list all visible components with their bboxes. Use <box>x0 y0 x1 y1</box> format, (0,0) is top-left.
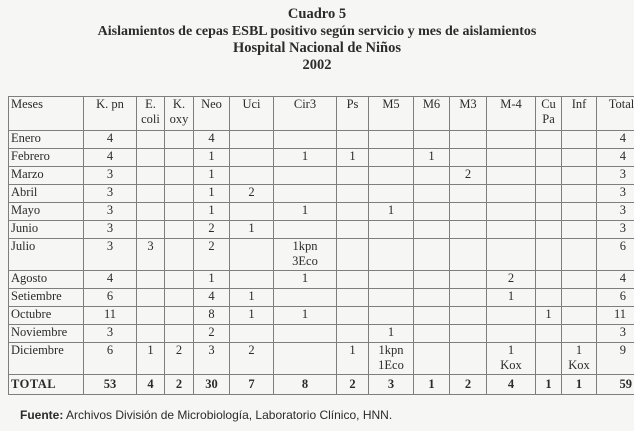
table-cell: 6 <box>84 289 137 307</box>
table-cell <box>414 203 450 221</box>
total-cell: 4 <box>487 375 536 395</box>
table-row <box>9 131 634 149</box>
column-header: M3 <box>450 97 487 131</box>
table-cell: 1 <box>337 343 369 375</box>
table-cell <box>414 221 450 239</box>
table-cell: 4 <box>597 131 634 149</box>
table-cell <box>562 271 597 289</box>
table-row <box>9 221 634 239</box>
total-cell: 2 <box>450 375 487 395</box>
table-cell <box>450 307 487 325</box>
table-cell: 1 <box>274 203 337 221</box>
month-cell: Diciembre <box>9 343 84 375</box>
table-cell: 1 <box>230 221 274 239</box>
table-row <box>9 149 634 167</box>
table-row <box>9 185 634 203</box>
table-cell <box>274 131 337 149</box>
total-cell: 59 <box>597 375 634 395</box>
table-cell: 2 <box>194 239 230 271</box>
table-cell: 1 Kox <box>487 343 536 375</box>
table-cell <box>562 167 597 185</box>
table-row <box>9 343 634 375</box>
table-cell <box>165 307 194 325</box>
table-cell <box>274 167 337 185</box>
table-cell: 3 <box>597 203 634 221</box>
table-cell <box>337 185 369 203</box>
table-cell <box>450 343 487 375</box>
table-cell: 1 <box>194 271 230 289</box>
table-cell <box>230 325 274 343</box>
table-cell <box>137 149 165 167</box>
table-cell: 11 <box>597 307 634 325</box>
table-cell <box>450 289 487 307</box>
table-cell <box>562 131 597 149</box>
table-cell <box>450 221 487 239</box>
table-cell: 4 <box>194 131 230 149</box>
table-cell <box>562 221 597 239</box>
column-header: M6 <box>414 97 450 131</box>
total-cell: 1 <box>536 375 562 395</box>
hospital-name: Hospital Nacional de Niños <box>233 40 401 56</box>
table-cell <box>450 131 487 149</box>
table-cell <box>137 271 165 289</box>
table-cell <box>369 239 414 271</box>
table-cell <box>487 221 536 239</box>
table-cell: 1 <box>337 149 369 167</box>
table-cell <box>230 167 274 185</box>
column-header: Neo <box>194 97 230 131</box>
table-cell <box>450 185 487 203</box>
table-cell <box>450 203 487 221</box>
table-cell <box>274 185 337 203</box>
table-cell: 8 <box>194 307 230 325</box>
source-label: Fuente: <box>20 408 64 422</box>
table-cell: 2 <box>487 271 536 289</box>
table-cell: 4 <box>597 271 634 289</box>
total-cell: 7 <box>230 375 274 395</box>
source-note <box>20 408 392 422</box>
table-cell <box>369 221 414 239</box>
table-cell: 1 <box>230 307 274 325</box>
table-cell <box>536 131 562 149</box>
table-cell: 4 <box>194 289 230 307</box>
table-cell <box>487 203 536 221</box>
table-cell <box>450 325 487 343</box>
table-cell: 3 <box>84 239 137 271</box>
table-cell: 6 <box>597 239 634 271</box>
table-cell <box>369 149 414 167</box>
table-row <box>9 271 634 289</box>
table-cell <box>165 149 194 167</box>
table-cell <box>165 239 194 271</box>
table-cell <box>369 131 414 149</box>
table-cell <box>450 149 487 167</box>
total-cell: 2 <box>337 375 369 395</box>
table-cell: 1 <box>194 203 230 221</box>
table-cell: 2 <box>194 221 230 239</box>
column-header: K. pn <box>84 97 137 131</box>
table-cell: 2 <box>230 185 274 203</box>
table-cell <box>337 307 369 325</box>
isolates-table <box>8 96 634 395</box>
table-title: Aislamientos de cepas ESBL positivo según servicio y mes de aislamientos <box>97 24 537 39</box>
table-cell <box>337 131 369 149</box>
total-cell: 30 <box>194 375 230 395</box>
table-cell: 3 <box>597 221 634 239</box>
table-cell: 4 <box>84 149 137 167</box>
month-cell: Setiembre <box>9 289 84 307</box>
table-cell: 3 <box>84 221 137 239</box>
table-cell: 2 <box>450 167 487 185</box>
table-cell <box>414 271 450 289</box>
table-number: Cuadro 5 <box>287 6 347 22</box>
table-cell: 3 <box>597 325 634 343</box>
month-cell: Enero <box>9 131 84 149</box>
month-cell: Junio <box>9 221 84 239</box>
table-row <box>9 307 634 325</box>
column-header: Cu Pa <box>536 97 562 131</box>
table-cell <box>414 167 450 185</box>
table-row <box>9 203 634 221</box>
column-header: M-4 <box>487 97 536 131</box>
table-cell: 3 <box>84 325 137 343</box>
table-cell <box>337 221 369 239</box>
table-cell <box>562 239 597 271</box>
table-cell <box>337 271 369 289</box>
table-cell: 1 <box>369 325 414 343</box>
column-header: Meses <box>9 97 84 131</box>
table-cell: 2 <box>165 343 194 375</box>
column-header: Total <box>597 97 634 131</box>
table-cell <box>487 131 536 149</box>
table-cell <box>230 149 274 167</box>
month-cell: Febrero <box>9 149 84 167</box>
table-cell <box>536 239 562 271</box>
year: 2002 <box>302 57 332 73</box>
table-cell <box>414 325 450 343</box>
table-cell <box>137 185 165 203</box>
table-cell: 3 <box>84 185 137 203</box>
table-cell <box>450 271 487 289</box>
table-cell <box>274 325 337 343</box>
table-cell <box>230 239 274 271</box>
table-cell: 3 <box>597 167 634 185</box>
total-cell: 4 <box>137 375 165 395</box>
source-text: Archivos División de Microbiología, Laboratorio Clínico, HNN. <box>63 408 393 422</box>
column-header: Uci <box>230 97 274 131</box>
table-row <box>9 325 634 343</box>
table-cell <box>337 167 369 185</box>
table-cell <box>487 185 536 203</box>
table-cell <box>487 325 536 343</box>
total-label: TOTAL <box>9 375 84 395</box>
table-cell <box>369 307 414 325</box>
table-cell <box>562 325 597 343</box>
table-cell <box>165 221 194 239</box>
month-cell: Marzo <box>9 167 84 185</box>
total-cell: 1 <box>562 375 597 395</box>
total-cell: 1 <box>414 375 450 395</box>
table-cell <box>165 271 194 289</box>
column-header: Inf <box>562 97 597 131</box>
table-row <box>9 289 634 307</box>
table-cell <box>274 289 337 307</box>
total-cell: 3 <box>369 375 414 395</box>
table-cell <box>337 203 369 221</box>
table-cell <box>337 289 369 307</box>
table-cell: 1 <box>194 185 230 203</box>
column-header: E. coli <box>137 97 165 131</box>
table-cell: 3 <box>84 203 137 221</box>
table-cell: 1kpn 3Eco <box>274 239 337 271</box>
total-cell: 8 <box>274 375 337 395</box>
month-cell: Agosto <box>9 271 84 289</box>
table-cell: 2 <box>230 343 274 375</box>
table-cell: 4 <box>597 149 634 167</box>
table-cell <box>536 325 562 343</box>
table-row <box>9 167 634 185</box>
table-cell: 3 <box>597 185 634 203</box>
table-cell <box>414 239 450 271</box>
table-cell: 1 <box>274 149 337 167</box>
table-cell: 1 <box>487 289 536 307</box>
column-header: K. oxy <box>165 97 194 131</box>
table-cell: 3 <box>84 167 137 185</box>
table-cell <box>274 221 337 239</box>
table-cell <box>536 343 562 375</box>
table-cell: 3 <box>194 343 230 375</box>
table-cell <box>137 289 165 307</box>
table-cell <box>337 239 369 271</box>
table-cell <box>165 185 194 203</box>
table-cell <box>414 289 450 307</box>
table-cell <box>137 167 165 185</box>
table-cell <box>536 203 562 221</box>
table-cell <box>165 203 194 221</box>
column-header: Ps <box>337 97 369 131</box>
month-cell: Mayo <box>9 203 84 221</box>
table-cell <box>137 325 165 343</box>
month-cell: Abril <box>9 185 84 203</box>
total-row <box>9 375 634 395</box>
column-header: Cir3 <box>274 97 337 131</box>
table-cell <box>337 325 369 343</box>
table-cell: 1 <box>194 167 230 185</box>
table-cell: 6 <box>597 289 634 307</box>
table-cell <box>536 167 562 185</box>
table-cell <box>230 203 274 221</box>
table-cell: 9 <box>597 343 634 375</box>
table-cell <box>369 167 414 185</box>
table-cell <box>137 221 165 239</box>
table-cell: 3 <box>137 239 165 271</box>
table-cell <box>414 131 450 149</box>
table-cell: 4 <box>84 271 137 289</box>
table-cell <box>230 131 274 149</box>
table-cell <box>536 221 562 239</box>
table-cell <box>414 185 450 203</box>
title-block <box>0 6 634 74</box>
table-cell: 1 <box>274 271 337 289</box>
table-cell <box>274 343 337 375</box>
table-cell: 1 <box>274 307 337 325</box>
table-cell: 1 <box>536 307 562 325</box>
table-cell <box>165 325 194 343</box>
table-cell <box>369 185 414 203</box>
table-cell <box>536 185 562 203</box>
table-cell <box>487 149 536 167</box>
table-cell <box>414 343 450 375</box>
table-cell <box>487 167 536 185</box>
table-cell <box>450 239 487 271</box>
table-cell <box>562 203 597 221</box>
table-cell: 1 <box>230 289 274 307</box>
table-row <box>9 239 634 271</box>
table-cell <box>369 271 414 289</box>
month-cell: Octubre <box>9 307 84 325</box>
table-cell <box>165 167 194 185</box>
table-cell <box>562 149 597 167</box>
table-cell <box>165 131 194 149</box>
table-cell: 11 <box>84 307 137 325</box>
table-cell <box>230 271 274 289</box>
month-cell: Julio <box>9 239 84 271</box>
header-row <box>9 97 634 131</box>
table-cell <box>562 307 597 325</box>
table-cell: 1 <box>414 149 450 167</box>
total-cell: 2 <box>165 375 194 395</box>
table-cell <box>536 271 562 289</box>
table-cell: 2 <box>194 325 230 343</box>
table-cell <box>137 203 165 221</box>
column-header: M5 <box>369 97 414 131</box>
table-cell: 6 <box>84 343 137 375</box>
table-cell: 1 <box>194 149 230 167</box>
table-cell <box>137 307 165 325</box>
table-cell: 1 Kox <box>562 343 597 375</box>
table-cell <box>536 149 562 167</box>
table-cell <box>487 239 536 271</box>
table-cell <box>487 307 536 325</box>
table-cell <box>414 307 450 325</box>
month-cell: Noviembre <box>9 325 84 343</box>
table-cell: 1 <box>137 343 165 375</box>
table-cell <box>137 131 165 149</box>
table-cell <box>369 289 414 307</box>
table-cell: 1 <box>369 203 414 221</box>
table-cell: 4 <box>84 131 137 149</box>
total-cell: 53 <box>84 375 137 395</box>
table-cell <box>165 289 194 307</box>
table-cell: 1kpn 1Eco <box>369 343 414 375</box>
table-cell <box>562 185 597 203</box>
table-cell <box>562 289 597 307</box>
table-cell <box>536 289 562 307</box>
